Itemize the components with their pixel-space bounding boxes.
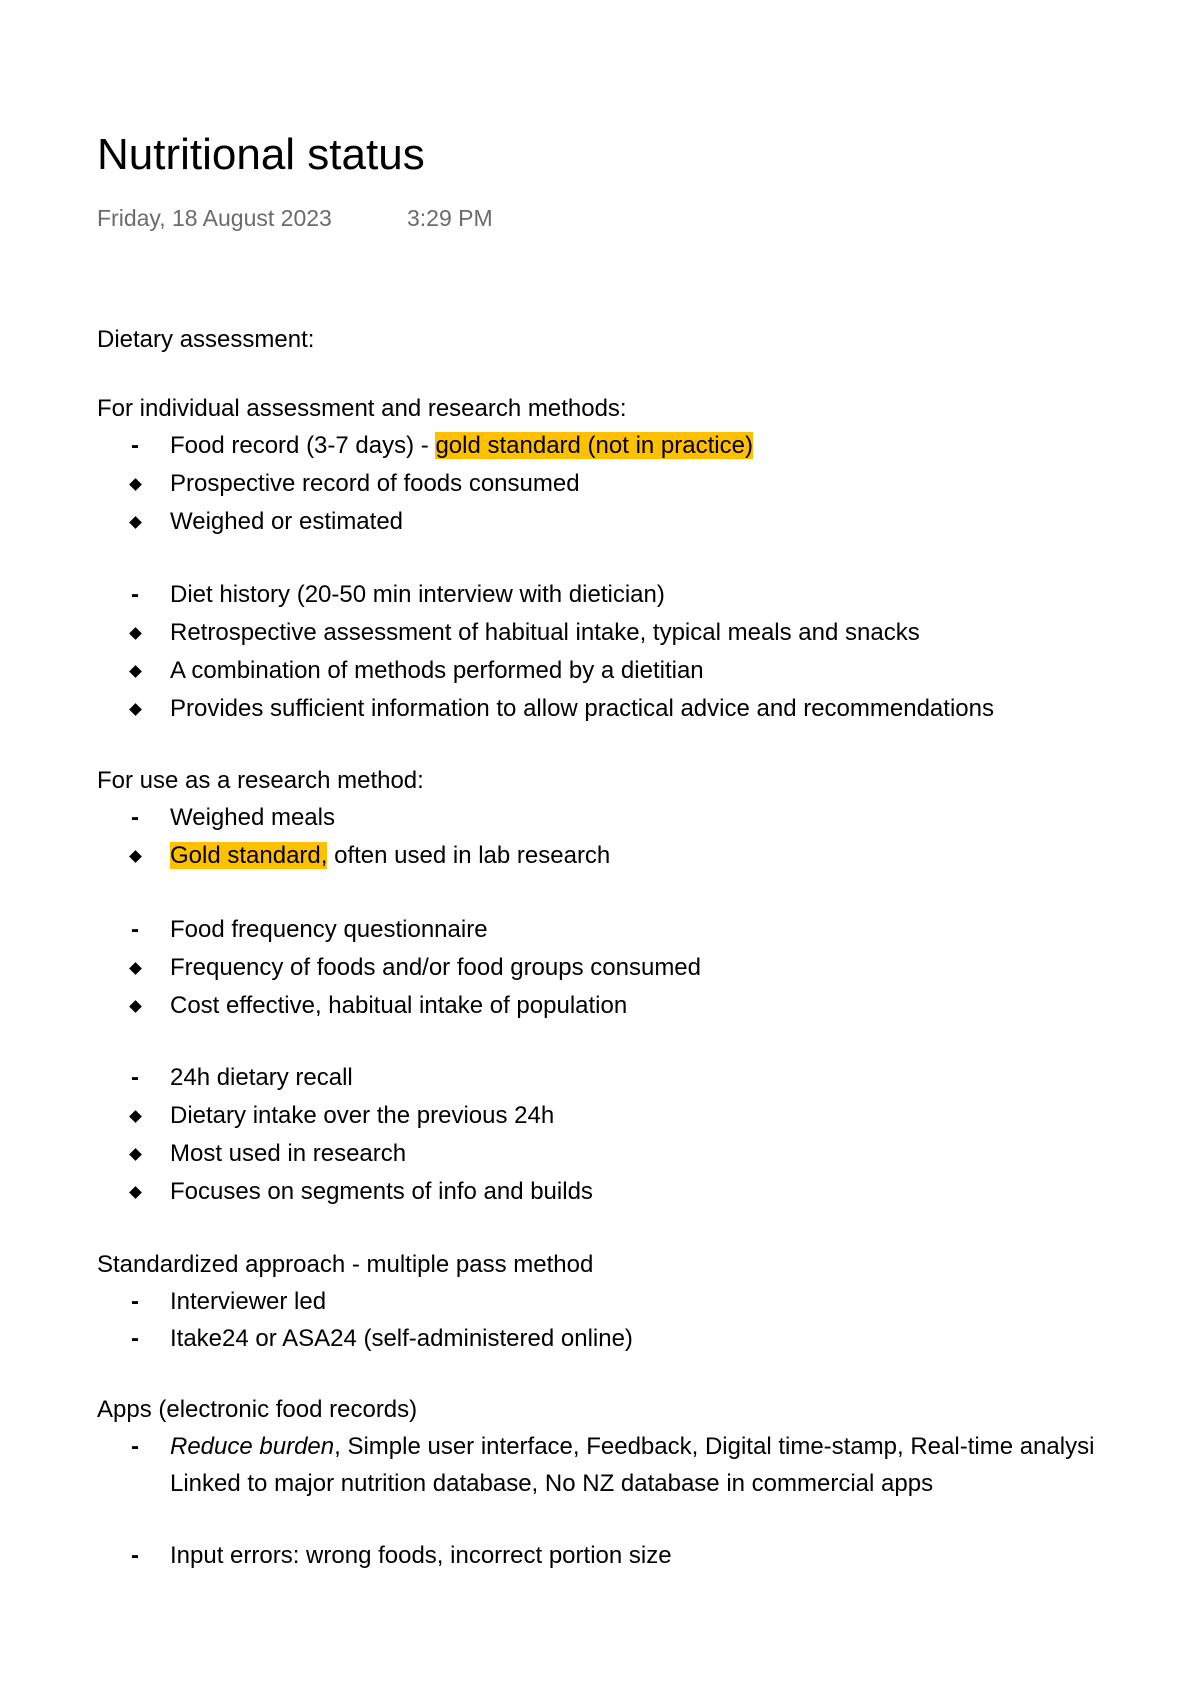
list-item [170,841,610,871]
list-item-weighed-meals: Weighed meals [170,804,335,831]
list-item-interviewer: Interviewer led [170,1288,327,1315]
list-item-recall: 24h dietary recall [170,1064,353,1091]
section-heading-standardized: Standardized approach - multiple pass method [97,1251,594,1278]
highlighted-text: gold standard (not in practice) [435,432,753,459]
list-item: Weighed or estimated [170,508,404,535]
item-text: Food record (3-7 days) - [170,432,436,459]
emphasis-text: Reduce burden [170,1433,335,1460]
list-item-intake24: Itake24 or ASA24 (self-administered online) [170,1325,633,1352]
list-item: Frequency of foods and/or food groups consumed [170,954,701,981]
dash-marker: - [131,432,139,459]
list-item: Prospective record of foods consumed [170,470,580,497]
item-text: often used in lab research [327,842,611,869]
section-heading-dietary: Dietary assessment: [97,326,315,353]
dash-marker: - [131,1433,139,1460]
list-item: A combination of methods performed by a dietitian [170,657,704,684]
note-time: 3:29 PM [407,205,493,231]
page-title: Nutritional status [97,130,425,179]
section-heading-research: For use as a research method: [97,767,424,794]
highlighted-text: Gold standard, [170,842,328,869]
list-item: Most used in research [170,1140,407,1167]
section-heading-individual: For individual assessment and research methods: [97,395,627,422]
section-heading-apps: Apps (electronic food records) [97,1396,418,1423]
dash-marker: - [131,1325,139,1352]
note-date: Friday, 18 August 2023 [97,205,332,231]
item-text: , Simple user interface, Feedback, Digital time-stamp, Real-time analysi [334,1433,1095,1460]
dash-marker: - [131,1064,139,1091]
clipped-next-line [128,1580,1028,1586]
list-item-continuation: Linked to major nutrition database, No NZ database in commercial apps [170,1470,934,1497]
list-item: Provides sufficient information to allow practical advice and recommendations [170,695,994,722]
list-item-apps [170,1432,1200,1462]
list-item-diet-history: Diet history (20-50 min interview with dietician) [170,581,665,608]
dash-marker: - [131,916,139,943]
dash-marker: - [131,804,139,831]
list-item: Focuses on segments of info and builds [170,1178,593,1205]
dash-marker: - [131,1288,139,1315]
dash-marker: - [131,1542,139,1569]
list-item-ffq: Food frequency questionnaire [170,916,488,943]
list-item: Retrospective assessment of habitual intake, typical meals and snacks [170,619,920,646]
list-item: Dietary intake over the previous 24h [170,1102,555,1129]
list-item-input-errors: Input errors: wrong foods, incorrect portion size [170,1542,672,1569]
list-item-food-record [170,431,753,461]
list-item: Cost effective, habitual intake of population [170,992,628,1019]
dash-marker: - [131,581,139,608]
